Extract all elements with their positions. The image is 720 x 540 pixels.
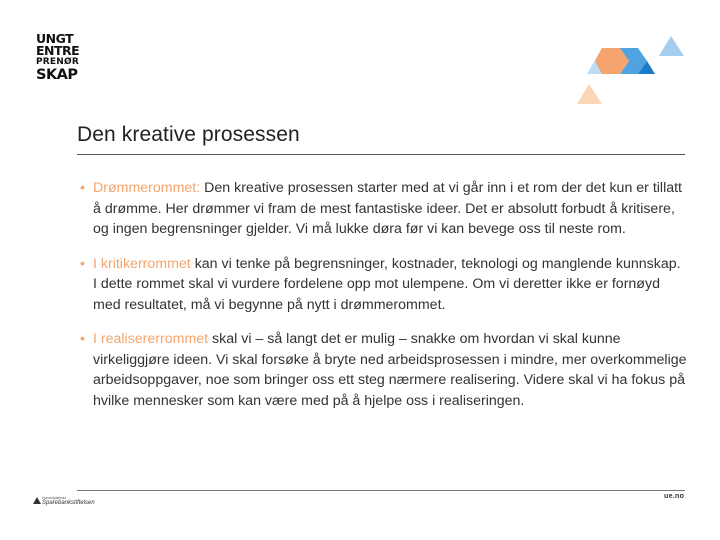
sponsor-triangle-icon — [33, 497, 41, 504]
pale-orange-triangle-shape — [577, 84, 602, 104]
sponsor-name: Sparebankstiftelsen — [42, 500, 95, 506]
term-prefix: I — [93, 331, 101, 347]
footer-url: ue.no — [664, 493, 685, 500]
pale-blue-triangle-shape — [659, 36, 684, 56]
term-dreamer-room: Drømmerommet: — [93, 180, 201, 196]
bullet-text: skal vi – så langt det er mulig – snakke om hvordan vi skal kunne virkeliggjøre ideen. Vi skal forsøke å bryte ned arbeidsprosessen i mindre, mer overkommelige arbeidsoppgaver, noe som bringer oss ett steg nærmere realisering. Videre skal vi ha fokus på hvilke mennesker som kan være med på å hjelpe oss i realiseringen. — [93, 331, 687, 409]
logo-line-1: UNGT — [36, 31, 74, 46]
logo-line-4: SKAP — [36, 67, 78, 83]
ungt-entreprenorskap-logo — [36, 33, 96, 82]
term-realizer-room: realisererrommet — [100, 331, 209, 347]
term-critic-room: kritikerrommet — [100, 255, 191, 272]
sponsor-label: Hovedpartner — [42, 495, 67, 500]
slide-title: Den kreative prosessen — [77, 123, 300, 146]
bullet-dreamer-room — [77, 178, 687, 240]
bullet-critic-room — [77, 254, 687, 316]
term-prefix: I — [93, 255, 101, 272]
bullet-text: Den kreative prosessen starter med at vi går inn i et rom der det kun er tillatt å drømme. Her drømmer vi fram de mest fantastiske ideer. Det er absolutt forbudt å kritisere, og ingen begrensninger gjelder. Vi må lukke døra før vi kan bevege oss til neste rom. — [93, 180, 683, 237]
footer-divider — [77, 490, 685, 491]
logo-line-2: ENTRE — [36, 43, 80, 58]
sponsor-logo — [33, 494, 95, 508]
bullet-realizer-room — [77, 329, 687, 411]
bullet-list — [77, 178, 687, 425]
title-divider — [77, 154, 685, 155]
logo-line-3: PRENØR — [36, 57, 79, 67]
bullet-text: kan vi tenke på begrensninger, kostnader, teknologi og manglende kunnskap. I dette rommet skal vi vurdere fordelene opp mot ulempene. Om vi deretter ikke er fornøyd med resultatet, må vi begynne på nytt i drømmerommet. — [93, 255, 681, 313]
decorative-shapes-icon — [575, 30, 690, 108]
